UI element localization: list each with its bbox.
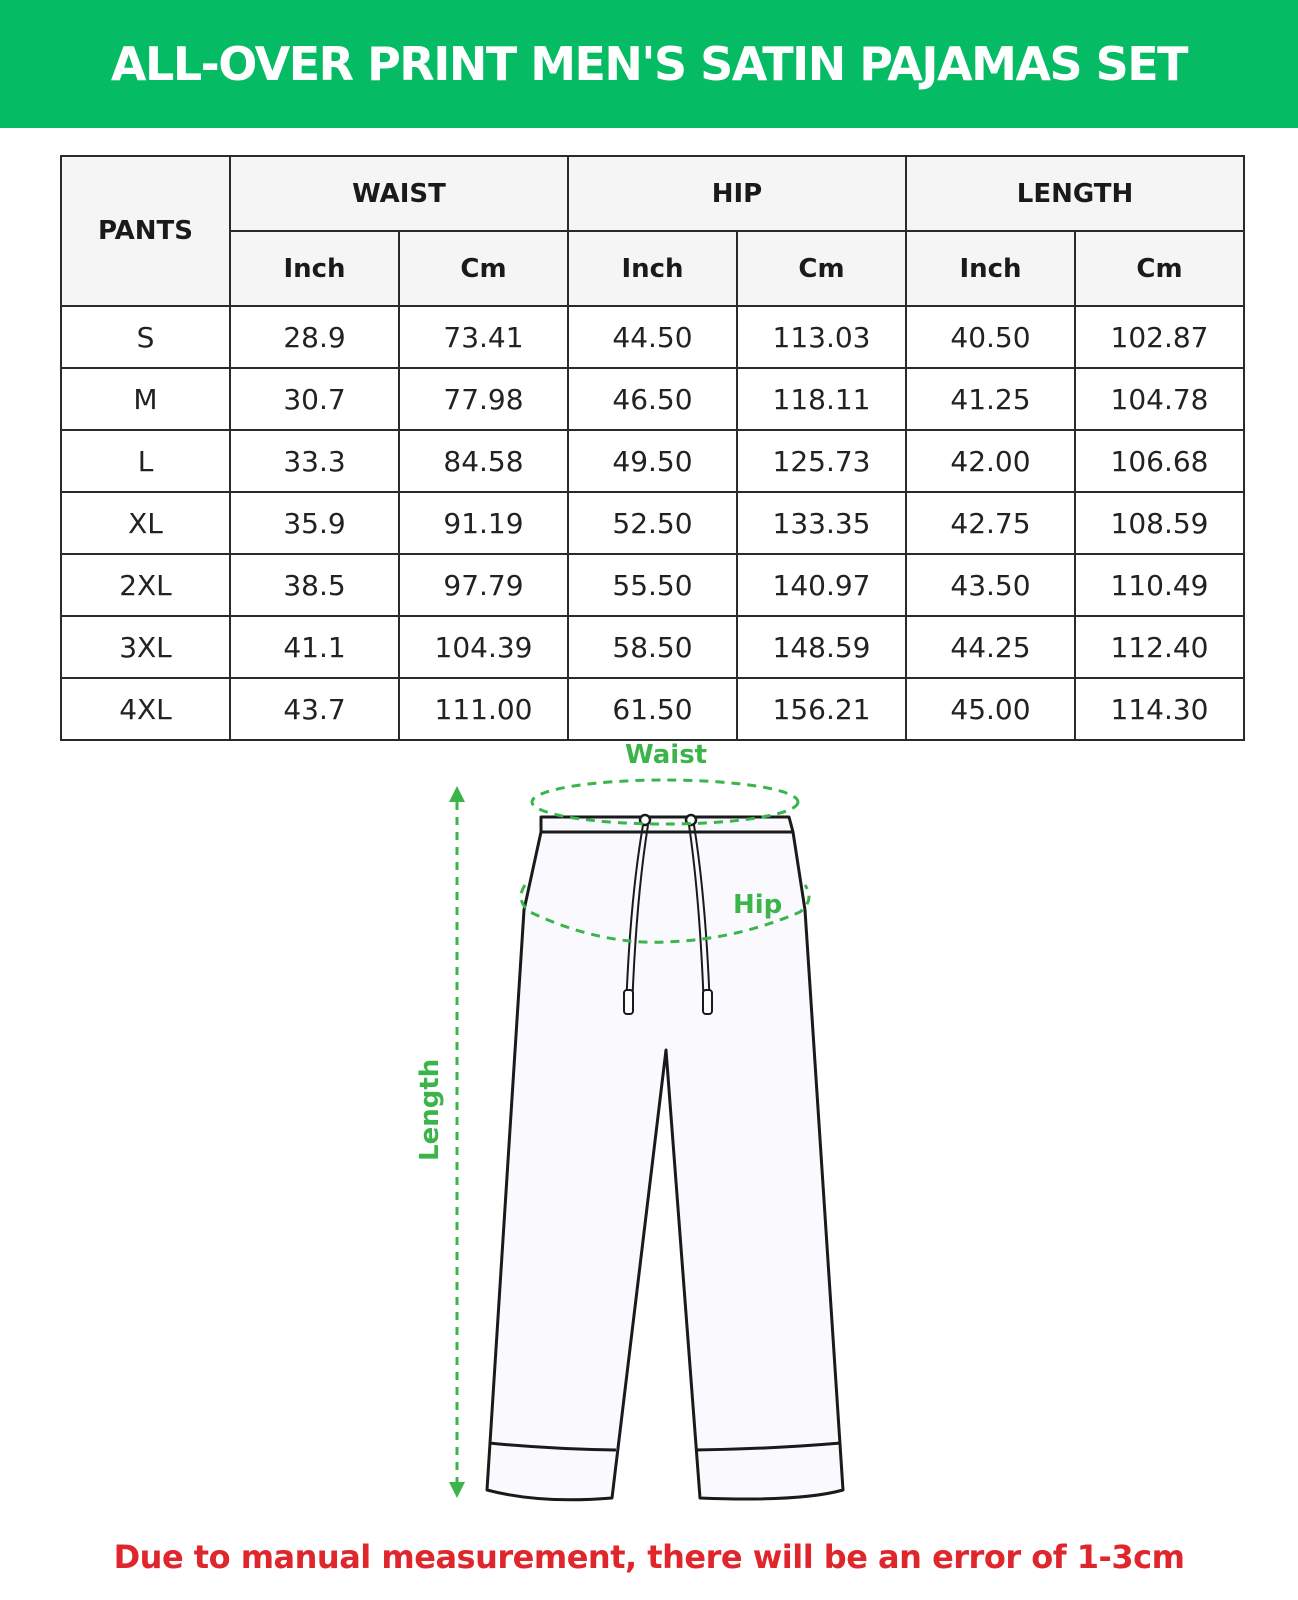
table-cell: 42.75 bbox=[906, 492, 1075, 554]
group-header-waist: WAIST bbox=[230, 156, 568, 231]
size-cell: XL bbox=[61, 492, 230, 554]
table-cell: 58.50 bbox=[568, 616, 737, 678]
size-cell: S bbox=[61, 306, 230, 368]
table-cell: 41.1 bbox=[230, 616, 399, 678]
table-cell: 112.40 bbox=[1075, 616, 1244, 678]
length-arrow-down-icon bbox=[449, 1482, 465, 1498]
table-cell: 140.97 bbox=[737, 554, 906, 616]
table-cell: 97.79 bbox=[399, 554, 568, 616]
table-row bbox=[61, 368, 1244, 430]
unit-header: Inch bbox=[230, 231, 399, 306]
right-aglet bbox=[703, 990, 712, 1014]
size-cell: 3XL bbox=[61, 616, 230, 678]
table-cell: 73.41 bbox=[399, 306, 568, 368]
table-cell: 30.7 bbox=[230, 368, 399, 430]
table-cell: 133.35 bbox=[737, 492, 906, 554]
unit-header: Cm bbox=[399, 231, 568, 306]
size-cell: 2XL bbox=[61, 554, 230, 616]
table-cell: 118.11 bbox=[737, 368, 906, 430]
table-cell: 125.73 bbox=[737, 430, 906, 492]
table-cell: 102.87 bbox=[1075, 306, 1244, 368]
table-cell: 106.68 bbox=[1075, 430, 1244, 492]
table-cell: 91.19 bbox=[399, 492, 568, 554]
table-cell: 38.5 bbox=[230, 554, 399, 616]
group-header-hip: HIP bbox=[568, 156, 906, 231]
size-chart-table bbox=[60, 155, 1245, 741]
table-row bbox=[61, 616, 1244, 678]
table-row bbox=[61, 678, 1244, 740]
table-cell: 113.03 bbox=[737, 306, 906, 368]
table-cell: 52.50 bbox=[568, 492, 737, 554]
table-cell: 61.50 bbox=[568, 678, 737, 740]
size-cell: L bbox=[61, 430, 230, 492]
corner-header-pants: PANTS bbox=[61, 156, 230, 306]
table-row bbox=[61, 430, 1244, 492]
table-row bbox=[61, 554, 1244, 616]
table-cell: 42.00 bbox=[906, 430, 1075, 492]
table-cell: 43.7 bbox=[230, 678, 399, 740]
table-cell: 46.50 bbox=[568, 368, 737, 430]
table-cell: 28.9 bbox=[230, 306, 399, 368]
table-cell: 84.58 bbox=[399, 430, 568, 492]
size-cell: M bbox=[61, 368, 230, 430]
title-banner bbox=[0, 0, 1298, 128]
group-header-length: LENGTH bbox=[906, 156, 1244, 231]
waist-label: Waist bbox=[625, 740, 708, 770]
hip-label: Hip bbox=[733, 890, 783, 920]
size-cell: 4XL bbox=[61, 678, 230, 740]
unit-header: Cm bbox=[1075, 231, 1244, 306]
table-cell: 35.9 bbox=[230, 492, 399, 554]
length-label: Length bbox=[415, 1058, 445, 1161]
table-cell: 148.59 bbox=[737, 616, 906, 678]
length-arrow-up-icon bbox=[449, 786, 465, 802]
table-cell: 111.00 bbox=[399, 678, 568, 740]
unit-header: Inch bbox=[906, 231, 1075, 306]
unit-header: Cm bbox=[737, 231, 906, 306]
table-cell: 44.25 bbox=[906, 616, 1075, 678]
table-cell: 43.50 bbox=[906, 554, 1075, 616]
table-row bbox=[61, 492, 1244, 554]
table-cell: 110.49 bbox=[1075, 554, 1244, 616]
table-cell: 33.3 bbox=[230, 430, 399, 492]
table-cell: 104.39 bbox=[399, 616, 568, 678]
pants-illustration bbox=[0, 740, 1298, 1530]
unit-header: Inch bbox=[568, 231, 737, 306]
table-cell: 45.00 bbox=[906, 678, 1075, 740]
table-cell: 41.25 bbox=[906, 368, 1075, 430]
table-cell: 77.98 bbox=[399, 368, 568, 430]
pants-outline bbox=[487, 817, 843, 1500]
table-cell: 55.50 bbox=[568, 554, 737, 616]
table-cell: 114.30 bbox=[1075, 678, 1244, 740]
table-cell: 104.78 bbox=[1075, 368, 1244, 430]
table-cell: 44.50 bbox=[568, 306, 737, 368]
pants-measurement-diagram bbox=[0, 740, 1298, 1535]
table-cell: 40.50 bbox=[906, 306, 1075, 368]
left-aglet bbox=[624, 990, 633, 1014]
page-title: ALL-OVER PRINT MEN'S SATIN PAJAMAS SET bbox=[110, 37, 1188, 91]
table-cell: 49.50 bbox=[568, 430, 737, 492]
table-cell: 156.21 bbox=[737, 678, 906, 740]
table-cell: 108.59 bbox=[1075, 492, 1244, 554]
measurement-note: Due to manual measurement, there will be an error of 1-3cm bbox=[113, 1538, 1185, 1576]
table-row bbox=[61, 306, 1244, 368]
